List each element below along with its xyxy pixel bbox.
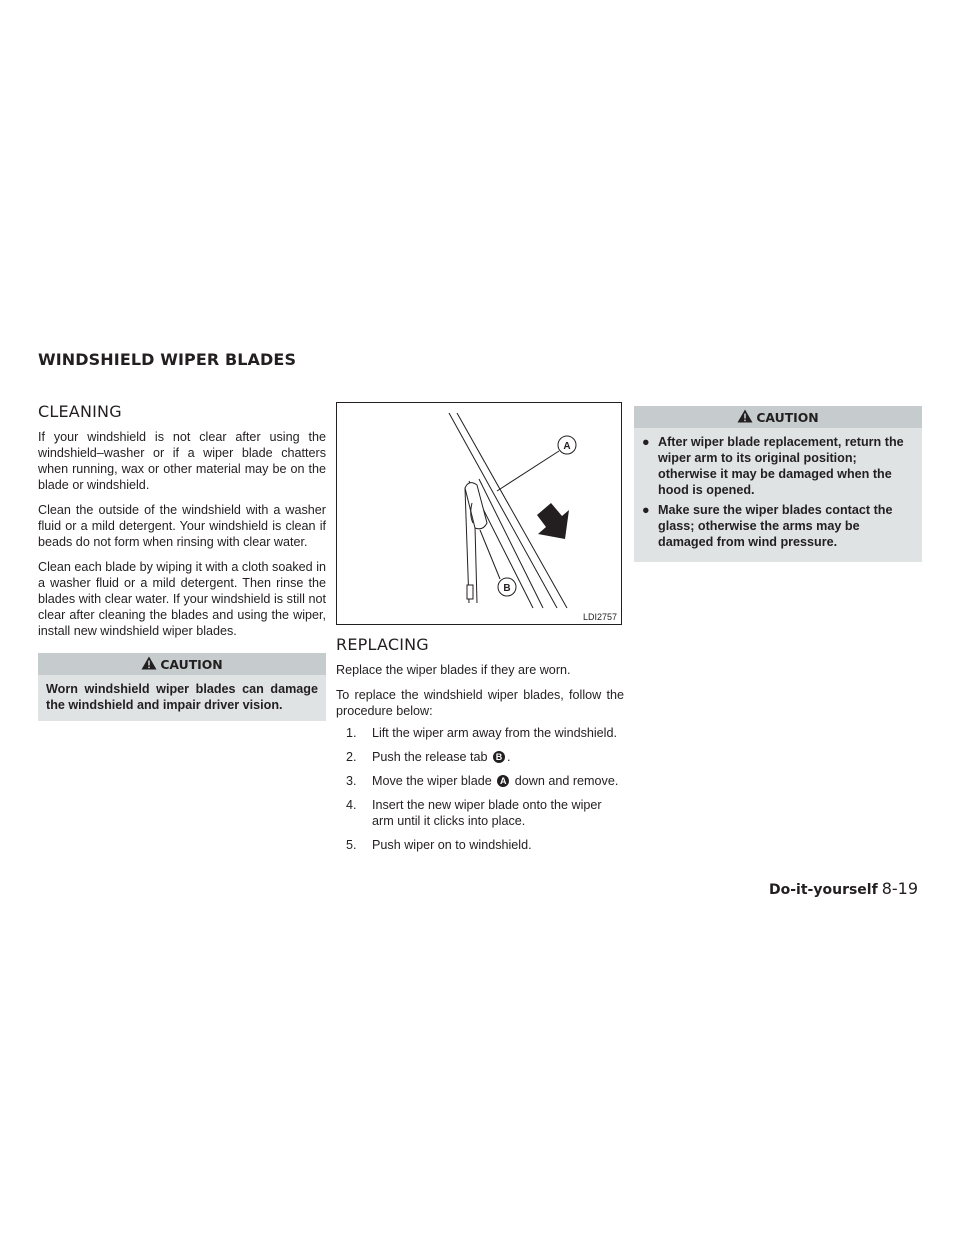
wiper-illustration <box>337 403 623 626</box>
step-text: Insert the new wiper blade onto the wiper arm until it clicks into place. <box>372 798 602 828</box>
step-text: Lift the wiper arm away from the windshield. <box>372 726 617 740</box>
replacing-column <box>336 402 624 861</box>
caution-box-replacing <box>634 406 922 562</box>
caution-box-cleaning <box>38 653 326 721</box>
warning-icon <box>737 409 753 426</box>
replacing-heading: REPLACING <box>336 635 429 654</box>
label-b: B <box>503 583 511 594</box>
step-number: 1. <box>346 726 357 740</box>
caution-column <box>634 402 922 562</box>
caution-item-text: Make sure the wiper blades contact the glass; otherwise the arms may be damaged from wind pressure. <box>658 503 893 549</box>
step-number: 4. <box>346 798 357 812</box>
caution-list <box>634 428 922 562</box>
caution-item <box>642 434 916 498</box>
replacing-intro: To replace the windshield wiper blades, follow the procedure below: <box>336 688 624 718</box>
step-text: Push wiper on to windshield. <box>372 838 532 852</box>
step-item <box>336 773 624 789</box>
cleaning-column <box>38 402 326 721</box>
caution-text: Worn windshield wiper blades can damage the windshield and impair driver vision. <box>46 682 318 712</box>
step-item <box>336 837 624 853</box>
steps-list <box>336 725 624 853</box>
step-item <box>336 797 624 829</box>
section-title: WINDSHIELD WIPER BLADES <box>38 350 297 369</box>
bullet-icon: ● <box>642 435 650 449</box>
direction-arrow-icon <box>537 503 569 539</box>
wiper-figure <box>336 402 622 625</box>
cleaning-paragraph: If your windshield is not clear after using the windshield–washer or if a wiper blade chatters when running, wax or other material may be on the blade or windshield. <box>38 430 326 492</box>
caution-label: CAUTION <box>756 409 819 425</box>
step-text-end: down and remove. <box>514 774 619 788</box>
caution-item <box>642 502 916 550</box>
cleaning-paragraph: Clean the outside of the windshield with a washer fluid or a mild detergent. Your windshield is clean if beads do not form when rinsing with clear water. <box>38 503 326 549</box>
replacing-intro: Replace the wiper blades if they are worn. <box>336 663 571 677</box>
marker-a-icon: A <box>497 775 509 787</box>
caution-item-text: After wiper blade replacement, return the wiper arm to its original position; otherwise it may be damaged when the hood is opened. <box>658 435 904 497</box>
step-number: 2. <box>346 750 357 764</box>
step-item <box>336 749 624 765</box>
cleaning-paragraph: Clean each blade by wiping it with a cloth soaked in a washer fluid or a mild detergent. Then rinse the blades with clear water. If your windshield is still not clear after cleaning the blades and using the wiper, install new windshield wiper blades. <box>38 560 326 638</box>
step-number: 5. <box>346 838 357 852</box>
page-footer <box>769 879 918 898</box>
label-a: A <box>563 441 571 452</box>
warning-icon <box>141 656 157 673</box>
step-number: 3. <box>346 774 357 788</box>
footer-section: Do-it-yourself <box>769 882 878 898</box>
caution-header <box>38 653 326 675</box>
bullet-icon: ● <box>642 503 650 517</box>
page-number: 8-19 <box>881 879 918 898</box>
caution-header <box>634 406 922 428</box>
caution-label: CAUTION <box>160 656 223 672</box>
step-text: Push the release tab <box>372 750 488 764</box>
cleaning-heading: CLEANING <box>38 402 122 421</box>
figure-code: LDI2757 <box>582 612 617 622</box>
marker-b-icon: B <box>493 751 505 763</box>
step-item <box>336 725 624 741</box>
step-text: Move the wiper blade <box>372 774 492 788</box>
step-text-end: . <box>507 750 511 764</box>
